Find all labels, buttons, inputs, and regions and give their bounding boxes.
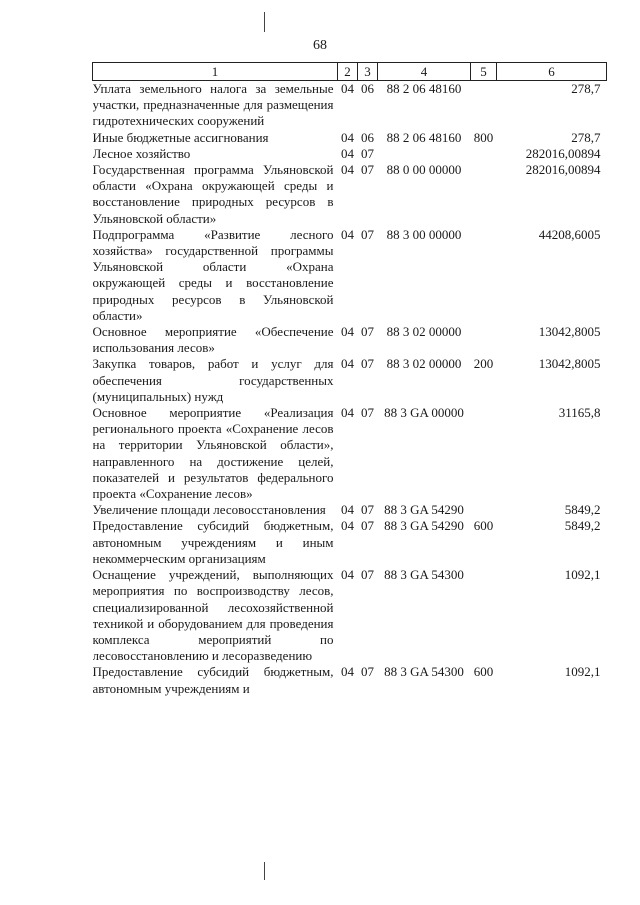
subsection-code: 07 [361,226,374,242]
target-article-code: 88 3 GA 54300 [384,664,464,680]
target-article-code: 88 3 GA 54300 [384,567,464,583]
expense-type-code [471,502,497,518]
item-name: Предоставление субсидий бюджетным, автономным учреждениям и иным некоммерческим организациям [92,518,334,566]
budget-table-container [92,62,606,697]
expense-type-code [471,324,497,356]
table-row [93,502,607,518]
amount: 282016,00894 [525,145,601,161]
item-name: Уплата земельного налога за земельные участки, предназначенные для размещения гидротехнических сооружений [92,81,334,129]
subsection-code: 07 [361,162,374,178]
amount: 278,7 [571,81,601,96]
scan-mark-bottom [264,862,265,880]
table-row [93,130,607,146]
amount: 31165,8 [558,405,601,421]
section-code: 04 [341,664,354,680]
item-name: Подпрограмма «Развитие лесного хозяйства» государственной программы Ульяновской области «Охрана окружающей среды и восстановление природных ресурсов в Ульяновской области» [92,226,334,323]
target-article-code: 88 3 GA 54290 [384,518,464,534]
target-article-code: 88 3 02 00000 [386,324,462,340]
subsection-code: 06 [361,129,374,145]
section-code: 04 [341,162,354,178]
item-name: Государственная программа Ульяновской области «Охрана окружающей среды и восстановление природных ресурсов в Ульяновской области» [92,162,334,226]
header-col-3: 3 [358,63,378,81]
subsection-code: 07 [361,356,374,372]
target-article-code: 88 2 06 48160 [386,129,462,145]
target-article-code: 88 3 02 00000 [386,356,462,372]
subsection-code: 07 [361,567,374,583]
amount: 44208,6005 [538,226,601,242]
column-number-header-row [93,63,607,81]
item-name: Увеличение площади лесовосстановления [92,502,326,518]
target-article-code [378,146,471,162]
scan-mark-top [264,12,265,32]
subsection-code: 07 [361,664,374,680]
table-row [93,664,607,696]
amount: 1092,1 [564,664,601,680]
section-code: 04 [341,518,354,534]
target-article-code: 88 0 00 00000 [386,162,462,178]
section-code: 04 [341,226,354,242]
expense-type-code: 600 [473,518,494,534]
header-col-6: 6 [497,63,607,81]
section-code: 04 [341,129,354,145]
subsection-code: 07 [361,145,374,161]
section-code: 04 [341,324,354,340]
subsection-code: 07 [361,324,374,340]
header-col-2: 2 [338,63,358,81]
section-code: 04 [341,405,354,421]
target-article-code: 88 2 06 48160 [386,81,462,96]
expense-type-code [471,146,497,162]
section-code: 04 [341,145,354,161]
expense-type-code: 600 [473,664,494,680]
amount: 13042,8005 [538,324,601,340]
amount: 278,7 [571,129,601,145]
item-name: Предоставление субсидий бюджетным, автономным учреждениям и [92,664,334,696]
section-code: 04 [341,81,354,96]
table-row [93,81,607,130]
table-row [93,567,607,664]
amount: 5849,2 [564,502,601,518]
section-code: 04 [341,567,354,583]
table-row [93,518,607,567]
subsection-code: 07 [361,502,374,518]
table-row [93,324,607,356]
page-number: 68 [313,38,327,53]
target-article-code: 88 3 GA 54290 [384,502,464,518]
expense-type-code [471,227,497,324]
header-col-5: 5 [471,63,497,81]
subsection-code: 06 [361,81,374,96]
table-row [93,227,607,324]
item-name: Основное мероприятие «Обеспечение использования лесов» [92,324,334,356]
header-col-4: 4 [378,63,471,81]
item-name: Основное мероприятие «Реализация регионального проекта «Сохранение лесов на территории Ульяновской области», направленного на достижение целей, показателей и результатов федерального проекта «Сохранение лесов» [92,405,334,502]
expense-type-code [471,405,497,502]
expense-type-code [471,567,497,664]
subsection-code: 07 [361,518,374,534]
budget-table [92,62,607,697]
item-name: Закупка товаров, работ и услуг для обеспечения государственных (муниципальных) нужд [92,356,334,404]
amount: 282016,00894 [525,162,601,178]
expense-type-code [471,81,497,130]
item-name: Лесное хозяйство [92,145,191,161]
table-row [93,162,607,227]
table-row [93,356,607,405]
section-code: 04 [341,502,354,518]
subsection-code: 07 [361,405,374,421]
amount: 5849,2 [564,518,601,534]
amount: 13042,8005 [538,356,601,372]
header-col-1: 1 [93,63,338,81]
expense-type-code [471,162,497,227]
section-code: 04 [341,356,354,372]
target-article-code: 88 3 00 00000 [386,226,462,242]
table-row [93,146,607,162]
target-article-code: 88 3 GA 00000 [384,405,464,421]
amount: 1092,1 [564,567,601,583]
expense-type-code: 200 [473,356,494,372]
item-name: Иные бюджетные ассигнования [92,129,269,145]
table-row [93,405,607,502]
item-name: Оснащение учреждений, выполняющих мероприятия по воспроизводству лесов, специализированной лесохозяйственной техникой и оборудованием для проведения комплекса мероприятий по лесовосстановлению и лесоразведению [92,567,334,664]
expense-type-code: 800 [473,129,494,145]
